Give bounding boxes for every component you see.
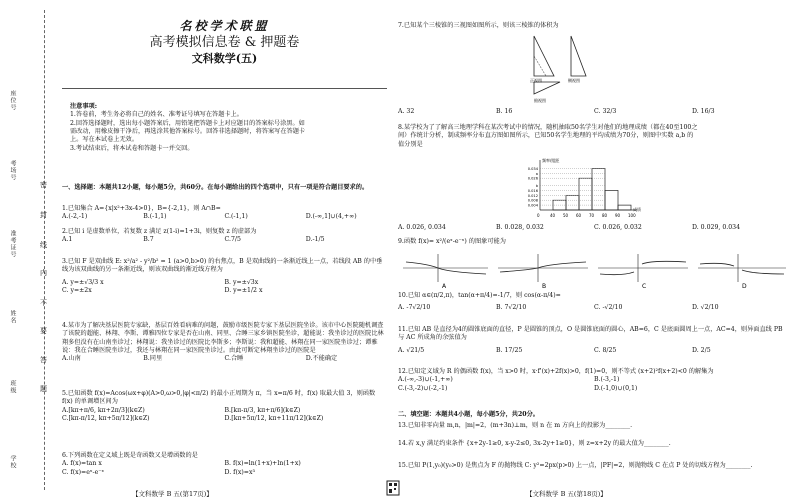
- notes-heading: 注意事项:: [70, 103, 98, 110]
- option-a: A. 32: [398, 108, 415, 115]
- question-5: [62, 390, 387, 423]
- seal-char: 题: [40, 385, 47, 393]
- question-3: [62, 258, 387, 295]
- option-d: D.(-1,0)∪(0,1): [594, 384, 638, 392]
- histogram-bar: [566, 195, 579, 210]
- option-c: C. f(x)=eˣ-e⁻ˣ: [62, 468, 105, 476]
- graph-c: [598, 254, 688, 290]
- right-column: [398, 0, 790, 503]
- seal-char: 密: [40, 181, 47, 189]
- graph-label: B: [542, 283, 547, 290]
- question-stem: 1.已知集合 A={x|x²+3x-4>0}，B={-2,1}，则 A∩B=: [62, 205, 221, 212]
- option-c: C. -√2/10: [594, 304, 623, 312]
- y-axis-label: 频率/组距: [542, 158, 560, 163]
- option-b: B.同里: [143, 355, 163, 363]
- y-tick-label: 0.034: [527, 166, 538, 171]
- option-c: C.合睡: [224, 355, 244, 363]
- frequency-histogram: [508, 158, 658, 222]
- option-d: D. √2/10: [692, 304, 719, 312]
- y-tick-label: 0.012: [527, 193, 538, 198]
- options: [62, 236, 387, 244]
- seal-char: 线: [40, 241, 47, 249]
- graph-d: [698, 254, 786, 290]
- question-15: 15.已知 P(1,y₀)(y₀>0) 是焦点为 F 的抛物线 C: y²=2px(p>0) 上一点，|PF|=2，则抛物线 C 在点 P 处的切线方程为________.: [398, 462, 753, 469]
- option-d: D. 2/5: [692, 346, 711, 354]
- q9-graph-options: [398, 252, 790, 290]
- options: [62, 355, 387, 363]
- option-d: D. 0.029, 0.034: [692, 224, 741, 231]
- question-stem: 9.函数 f(x)= x²/(eˣ-e⁻ˣ) 的图象可能为: [398, 238, 506, 245]
- exam-title: 高考模拟信息卷 & 押题卷: [149, 35, 300, 50]
- y-tick-label: a: [535, 171, 538, 176]
- page-footer-right: 【文科数学 B 五(第18页)】: [526, 490, 607, 498]
- option-b: B.(-3,-1): [594, 376, 620, 384]
- option-c: C.7/5: [224, 236, 241, 244]
- histogram-bar: [605, 190, 618, 210]
- question-13: 13.已知非零向量 m,n，|m|=2，(m+3n)⊥m，则 n 在 m 方向上的投影为________.: [398, 422, 633, 429]
- options: [62, 407, 387, 424]
- option-d: D.[kπ+5π/12, kπ+11π/12](k∈Z): [224, 415, 324, 423]
- note-item: 1.答卷前，考生务必将自己的姓名、准考证号填写在答题卡上。: [70, 111, 243, 119]
- option-c: C. 32/3: [594, 108, 617, 115]
- note-item: 3.考试结束后，将本试卷和答题卡一并交回。: [70, 144, 194, 152]
- question-12: [398, 368, 790, 393]
- title-divider: [62, 88, 387, 89]
- options: [398, 376, 790, 393]
- question-stem: 4.某市为了解决基层医院专家缺，基层百姓看病难的问题，鼓励市级医院专家下基层医院坐诊。该市中心医院随机调查了该院的超能、林翔、李斯、谭雅四位专家是否在山南、同里、合睡三家乡镇医院坐诊，超能说：我坐诊过的医院比林翔多但没有在山南坐诊过；林翔说：我坐诊过的医院比李斯多；李斯说：我和超能、林翔在同一家医院坐诊过；谭雅说：我在合睡医院坐诊过，我还与林翔在同一家医院坐诊过。由此可断定林翔坐诊过的医院是: [62, 322, 384, 355]
- question-7: [398, 22, 598, 30]
- question-10: [398, 292, 790, 313]
- options: [62, 460, 387, 477]
- option-d: D. y=±1/2 x: [224, 287, 263, 295]
- y-tick-label: 0.016: [527, 188, 538, 193]
- x-tick-label: 0: [537, 213, 540, 218]
- y-tick-label: 0.008: [527, 198, 538, 203]
- y-tick-label: 0.026: [527, 176, 538, 181]
- options: [62, 279, 387, 296]
- option-c: C.(-3,-2)∪(-2,-1): [398, 384, 448, 392]
- option-d: D.不能确定: [305, 355, 338, 363]
- x-tick-label: 100: [628, 213, 636, 218]
- three-view-figure: [516, 32, 606, 104]
- option-b: B.[kπ-π/3, kπ+π/6](k∈Z): [224, 406, 301, 414]
- y-tick-label: b: [535, 184, 538, 189]
- option-d: D.(-∞,1]∪(4,+∞): [305, 213, 357, 221]
- binding-margin: [0, 0, 58, 503]
- q8-options: [398, 224, 790, 232]
- page-footer-left: 【文科数学 B 五(第17页)】: [132, 490, 213, 498]
- notes: [62, 103, 310, 153]
- question-stem: 2.已知 i 是虚数单位，若复数 z 满足 z(1-i)=1+3i，则复数 z 的虚部为: [62, 228, 257, 235]
- option-b: B. 7√2/10: [496, 304, 527, 312]
- option-c: C. y=±2x: [62, 287, 92, 295]
- ticket-no-label: 准考证号: [9, 230, 16, 258]
- seal-char: 内: [40, 269, 47, 277]
- option-b: B.(-1,1): [143, 213, 167, 221]
- question-stem: 5.已知函数 f(x)=Acos(ωx+φ)(A>0,ω>0,|φ|<π/2) 的最小正周期为 π，当 x=π/6 时，f(x) 取最大值 3，则函数 f(x) 的单调增区间为: [62, 390, 376, 406]
- options: [62, 213, 387, 221]
- subject-title: 文科数学(五): [191, 52, 258, 65]
- histogram-bar: [592, 168, 605, 210]
- graph-label: D: [742, 283, 747, 290]
- question-4: [62, 322, 387, 364]
- question-14: 14.若 x,y 满足约束条件 {x+2y-1≥0, x-y-2≤0, 3x-2y+1≥0}，则 z=x+2y 的最大值为________.: [398, 440, 671, 447]
- x-tick-label: 50: [563, 213, 569, 218]
- option-c: C.(-1,1): [224, 213, 248, 221]
- option-b: B. 16: [496, 108, 513, 115]
- option-a: A.山南: [62, 355, 81, 363]
- question-6: [62, 452, 387, 477]
- question-9: [398, 238, 790, 246]
- option-d: D.-1/5: [305, 236, 325, 244]
- option-a: A.[kπ+π/6, kπ+2π/3](k∈Z): [62, 406, 145, 414]
- seal-char: 封: [40, 211, 47, 219]
- school-label: 学校: [9, 455, 16, 469]
- x-tick-label: 80: [602, 213, 608, 218]
- class-label: 班级: [9, 380, 16, 394]
- x-tick-label: 60: [576, 213, 582, 218]
- question-stem: 6.下列函数在定义域上既是奇函数又是增函数的是: [62, 452, 198, 459]
- option-b: B.7: [143, 236, 154, 244]
- option-c: C. 0.026, 0.032: [594, 224, 642, 231]
- option-a: A. f(x)=tan x: [62, 460, 102, 468]
- name-label: 姓名: [9, 310, 16, 324]
- option-d: D. 16/3: [692, 108, 715, 115]
- option-b: B. y=±√3x: [224, 278, 259, 286]
- x-axis-label: 成绩: [633, 207, 641, 212]
- option-a: A.1: [62, 236, 73, 244]
- note-item: 2.回答选择题时，选出每小题答案后，用铅笔把答题卡上对应题目的答案标号涂黑。如需改动，用橡皮擦干净后，再选涂其他答案标号。回答非选择题时，将答案写在答题卡上。写在本试卷上无效。: [70, 119, 306, 144]
- seal-char: 要: [40, 327, 47, 335]
- question-stem: 3.已知 F 是双曲线 E: x²/a² - y²/b² = 1 (a>0,b>0) 的右焦点，B 是双曲线的一条渐近线上一点，若线段 AB 的中垂线为该双曲线的另一条渐近线，则该双曲线的渐近线方程为: [62, 258, 383, 274]
- question-stem: 8.某学校为了了解高三地理学科在某次考试中的情况，随机抽取50名学生对他们的地理成绩（都在40至100之间）作统计分析，制成频率分布直方图如图所示，已知50名学生地理的平均成绩为70分，则图中实数 a,b 的值分别是: [398, 124, 698, 148]
- x-tick-label: 70: [589, 213, 595, 218]
- options: [398, 304, 790, 312]
- option-b: B. f(x)=ln(1+x)+ln(1+x): [224, 460, 301, 468]
- side-view-label: 侧视图: [568, 78, 580, 83]
- seal-line: [44, 10, 45, 490]
- question-8: [398, 124, 698, 149]
- graph-label: C: [642, 283, 647, 290]
- option-a: A. 0.026, 0.034: [398, 224, 446, 231]
- section-1-heading: 一、选择题：本题共12小题，每小题5分，共60分。在每小题给出的四个选项中，只有一项是符合题目要求的。: [62, 184, 369, 191]
- question-2: [62, 228, 387, 245]
- question-1: [62, 205, 387, 222]
- exam-room-label: 考场号: [9, 160, 16, 181]
- option-b: B. 0.028, 0.032: [496, 224, 544, 231]
- x-tick-label: 90: [615, 213, 621, 218]
- graph-a: [403, 254, 488, 290]
- x-tick-label: 40: [550, 213, 556, 218]
- option-d: D. f(x)=x³: [224, 468, 255, 476]
- top-view-shape: [534, 82, 560, 94]
- top-view-label: 俯视图: [534, 98, 546, 103]
- seal-char: 不: [40, 299, 47, 307]
- option-a: A. √21/5: [398, 346, 425, 354]
- graph-b: [498, 254, 588, 290]
- option-c: C. 8/25: [594, 346, 617, 354]
- left-column: [62, 0, 387, 503]
- front-view-label: 正视图: [530, 78, 542, 83]
- graph-label: A: [442, 283, 447, 290]
- brand-title: 名校学术联盟: [179, 19, 270, 33]
- question-stem: 7.已知某个三棱锥的三视图如图所示，则该三棱锥的体积为: [398, 22, 559, 29]
- option-a: A. y=±√3/3 x: [62, 278, 104, 286]
- option-b: B. 17/25: [496, 346, 523, 354]
- options: [398, 347, 790, 355]
- y-tick-label: 0.004: [527, 203, 538, 208]
- side-view-shape: [571, 36, 586, 76]
- question-stem: 12.已知定义域为 R 的偶函数 f(x)，当 x>0 时，x·f'(x)+2f(x)>0，f(1)=0，则不等式 (x+2)²f(x+2)<0 的解集为: [398, 368, 714, 375]
- question-11: [398, 326, 790, 355]
- front-view-shape: [534, 36, 554, 76]
- option-a: A.(-2,-1): [62, 213, 88, 221]
- question-stem: 11.已知 AB 是直径为4的圆锥底面的直径，P 是圆锥的顶点，O 是圆锥底面的圆心，AB=6，C 是底面圆周上一点，AC=4，则异面直线 PB 与 AC 所成角的余弦值为: [398, 326, 783, 342]
- option-a: A. -7√2/10: [398, 304, 431, 312]
- section-2-heading: 二、填空题：本题共4小题，每小题5分，共20分。: [398, 411, 539, 418]
- histogram-bar: [618, 205, 631, 210]
- seat-no-label: 座位号: [9, 90, 16, 111]
- seal-char: 答: [40, 356, 47, 364]
- option-c: C.[kπ-π/12, kπ+5π/12](k∈Z): [62, 415, 150, 423]
- option-a: A.(-∞,-3)∪(-1,+∞): [398, 376, 453, 384]
- question-stem: 10.已知 α∈(π/2,π)，tan(α+π/4)=-1/7，则 cos(α-π/4)=: [398, 292, 561, 299]
- q7-options: [398, 108, 790, 116]
